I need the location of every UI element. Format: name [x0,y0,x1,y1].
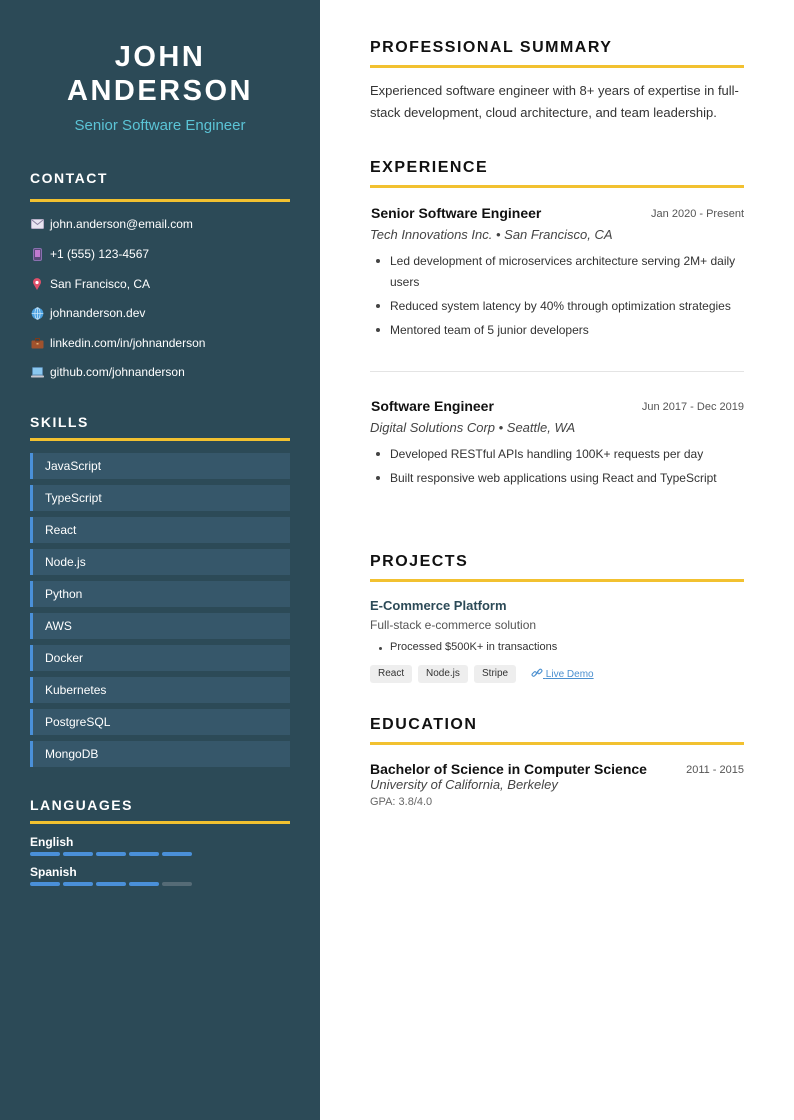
skill-item: PostgreSQL [30,709,290,735]
education-gpa: GPA: 3.8/4.0 [370,796,433,808]
job-title: Senior Software Engineer [371,205,542,221]
project-title: E-Commerce Platform [370,598,507,613]
job-title: Software Engineer [371,398,494,414]
language-level-segment [162,882,192,886]
projects-heading: PROJECTS [370,553,469,570]
sidebar [0,0,320,1120]
languages-rule [30,821,290,824]
language-level-segment [129,852,159,856]
job-dates: Jun 2017 - Dec 2019 [641,401,744,413]
language-level-segment [30,852,60,856]
project-bullet: Processed $500K+ in transactions [390,641,558,653]
language-name-english: English [30,835,74,849]
education-degree: Bachelor of Science in Computer Science [370,761,647,777]
job-company: Digital Solutions Corp • Seattle, WA [370,420,576,435]
projects-rule [370,579,744,582]
contact-email[interactable] [30,215,193,233]
live-demo-label: Live Demo [545,669,594,680]
education-dates: 2011 - 2015 [686,764,744,776]
skill-item: Node.js [30,549,290,575]
experience-heading: EXPERIENCE [370,159,489,176]
summary-text: Experienced software engineer with 8+ years of expertise in full-stack development, cloud architecture, and team leadership. [370,83,739,120]
job-role: Senior Software Engineer [74,117,246,134]
contact-heading: CONTACT [30,170,108,186]
language-level-segment [162,852,192,856]
skill-item: Python [30,581,290,607]
contact-github[interactable] [30,363,185,381]
language-level-english [30,852,192,856]
job-bullet: Led development of microservices architecture serving 2M+ daily users [390,251,740,293]
contact-location-text: San Francisco, CA [50,277,151,291]
experience-rule [370,185,744,188]
skill-item: AWS [30,613,290,639]
contact-phone-text: +1 (555) 123-4567 [50,247,150,261]
project-subtitle: Full-stack e-commerce solution [370,618,537,632]
skill-item: JavaScript [30,453,290,479]
job-bullet: Reduced system latency by 40% through optimization strategies [390,296,740,317]
skill-item: Kubernetes [30,677,290,703]
briefcase-icon [30,336,44,350]
language-name-spanish: Spanish [30,865,77,879]
location-pin-icon [30,277,44,291]
name-first: JOHN [114,41,206,73]
summary-rule [370,65,744,68]
skill-item: Docker [30,645,290,671]
language-level-segment [63,882,93,886]
education-school: University of California, Berkeley [370,777,558,792]
language-level-segment [96,852,126,856]
job-bullets [390,444,740,492]
job-bullets [390,251,740,344]
contact-location [30,275,150,293]
contact-website-text: johnanderson.dev [50,306,146,320]
language-level-spanish [30,882,192,886]
skill-item: React [30,517,290,543]
contact-linkedin[interactable] [30,334,205,352]
language-level-segment [129,882,159,886]
language-level-segment [96,882,126,886]
job-bullet: Built responsive web applications using React and TypeScript [390,468,740,489]
laptop-icon [30,365,44,379]
skills-rule [30,438,290,441]
globe-icon [30,306,44,320]
project-tag: Node.js [418,665,468,683]
job-dates: Jan 2020 - Present [651,208,744,220]
experience-divider [370,371,744,372]
project-tag: Stripe [474,665,516,683]
skill-item: MongoDB [30,741,290,767]
contact-website[interactable] [30,304,145,322]
summary-heading: PROFESSIONAL SUMMARY [370,39,613,56]
contact-github-text: github.com/johnanderson [50,365,185,379]
contact-email-text: john.anderson@email.com [50,217,193,231]
envelope-icon [30,217,44,231]
live-demo-link[interactable] [531,668,594,680]
skill-item: TypeScript [30,485,290,511]
education-rule [370,742,744,745]
name-last: ANDERSON [67,75,253,107]
skills-heading: SKILLS [30,414,89,430]
job-bullet: Developed RESTful APIs handling 100K+ requests per day [390,444,740,465]
language-level-segment [30,882,60,886]
contact-linkedin-text: linkedin.com/in/johnanderson [50,336,206,350]
contact-phone[interactable] [30,245,149,263]
contact-rule [30,199,290,202]
job-bullet: Mentored team of 5 junior developers [390,320,740,341]
phone-icon [30,247,44,261]
languages-heading: LANGUAGES [30,797,133,813]
language-level-segment [63,852,93,856]
project-tag: React [370,665,412,683]
education-heading: EDUCATION [370,716,478,733]
job-company: Tech Innovations Inc. • San Francisco, CA [370,227,613,242]
link-icon [531,669,546,680]
